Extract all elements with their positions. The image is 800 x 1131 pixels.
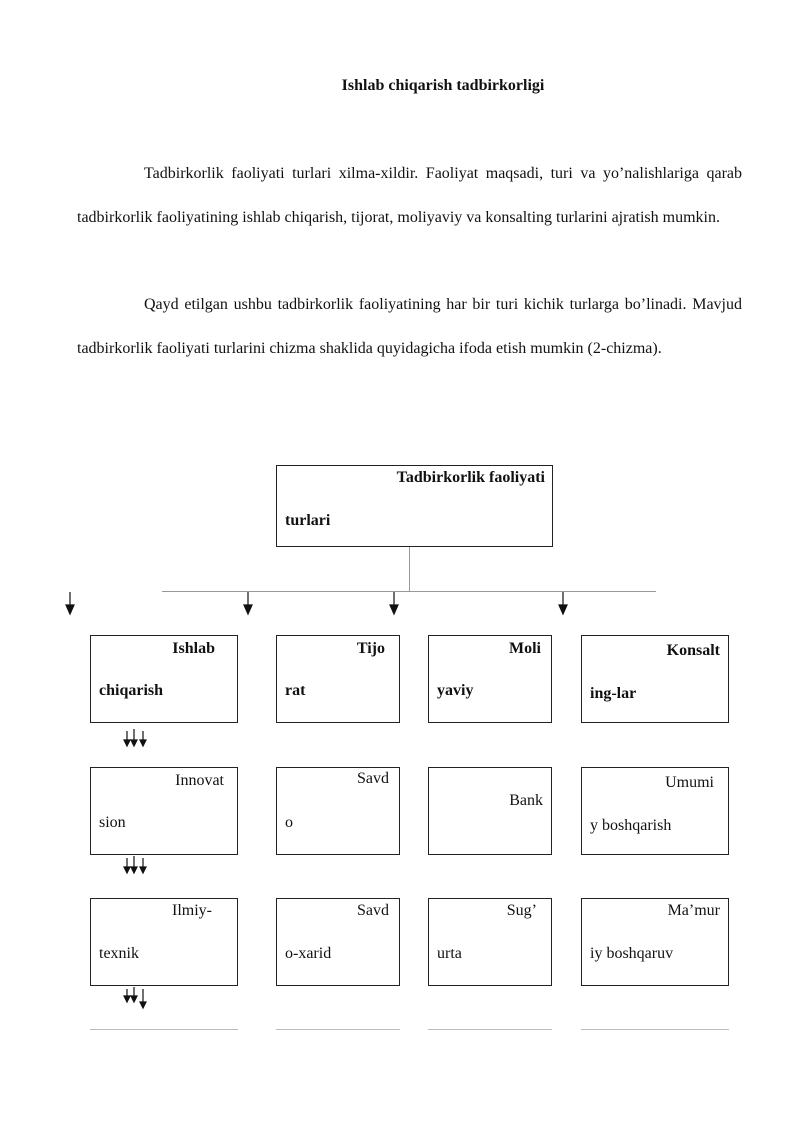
subcategory-label-line1: Innovat (175, 772, 224, 789)
category-box-tijorat (276, 635, 400, 723)
subcategory-box-savdo-xarid (276, 898, 400, 986)
subcategory-box-sugurta (428, 898, 552, 986)
column-underline (428, 1029, 552, 1030)
category-label-line2: yaviy (437, 682, 474, 699)
subcategory-box-bank (428, 767, 552, 855)
subcategory-label-line1: Umumi (665, 774, 714, 791)
category-label-line2: ing-lar (590, 685, 637, 702)
root-label-line2: turlari (285, 512, 331, 529)
subcategory-label-line1: Ma’mur (667, 902, 720, 919)
subcategory-label-line2: y boshqarish (590, 817, 672, 834)
category-label-line2: chiqarish (99, 682, 164, 699)
subcategory-label-line1: Savd (357, 902, 389, 919)
category-label-line2: rat (285, 682, 306, 699)
subcategory-label-line1: Sug’ (506, 902, 537, 919)
subcategory-box-mamuriy-boshqaruv (581, 898, 729, 986)
category-label-line1: Konsalt (666, 642, 720, 659)
category-label-line1: Tijo (356, 640, 385, 657)
subcategory-box-innovatsion (90, 767, 238, 855)
arrow-down-head (66, 605, 74, 614)
subcategory-box-umumiy-boshqarish (581, 767, 729, 855)
subcategory-label-line1: Savd (357, 770, 389, 787)
arrow-down-head (244, 605, 252, 614)
subcategory-label-line2: o-xarid (285, 945, 332, 962)
category-box-moliyaviy (428, 635, 552, 723)
category-label-line1: Ishlab (172, 640, 215, 657)
subcategory-label-line1: Ilmiy- (172, 902, 212, 919)
subcategory-label-line2: urta (437, 945, 462, 962)
column-underline (276, 1029, 400, 1030)
subcategory-label-line2: sion (99, 814, 126, 831)
column-underline (90, 1029, 238, 1030)
arrow-down-head (390, 605, 398, 614)
subcategory-label-line2: iy boshqaruv (590, 945, 674, 962)
root-label-line1: Tadbirkorlik faoliyati (396, 469, 545, 486)
subcategory-label-line2: o (285, 814, 293, 831)
arrow-down-head (559, 605, 567, 614)
subcategory-label-line2: texnik (99, 945, 139, 962)
page-title: Ishlab chiqarish tadbirkorligi (341, 77, 545, 94)
column-underline (581, 1029, 729, 1030)
paragraph-2: Qayd etilgan ushbu tadbirkorlik faoliyatining har bir turi kichik turlarga bo’linadi. Mavjud tadbirkorlik faoliyati turlarini chizma shaklida quyidagicha ifoda etish mumkin (2-chizma). (77, 296, 742, 357)
subcategory-box-savdo (276, 767, 400, 855)
category-box-ishlab-chiqarish (90, 635, 238, 723)
subcategory-box-ilmiy-texnik (90, 898, 238, 986)
subcategory-label-line1: Bank (509, 792, 543, 809)
category-box-konsaltinglar (581, 635, 729, 723)
category-label-line1: Moli (509, 640, 541, 657)
paragraph-1: Tadbirkorlik faoliyati turlari xilma-xildir. Faoliyat maqsadi, turi va yo’nalishlariga qarab tadbirkorlik faoliyatining ishlab chiqarish, tijorat, moliyaviy va konsalting turlarini ajratish mumkin. (77, 165, 742, 226)
